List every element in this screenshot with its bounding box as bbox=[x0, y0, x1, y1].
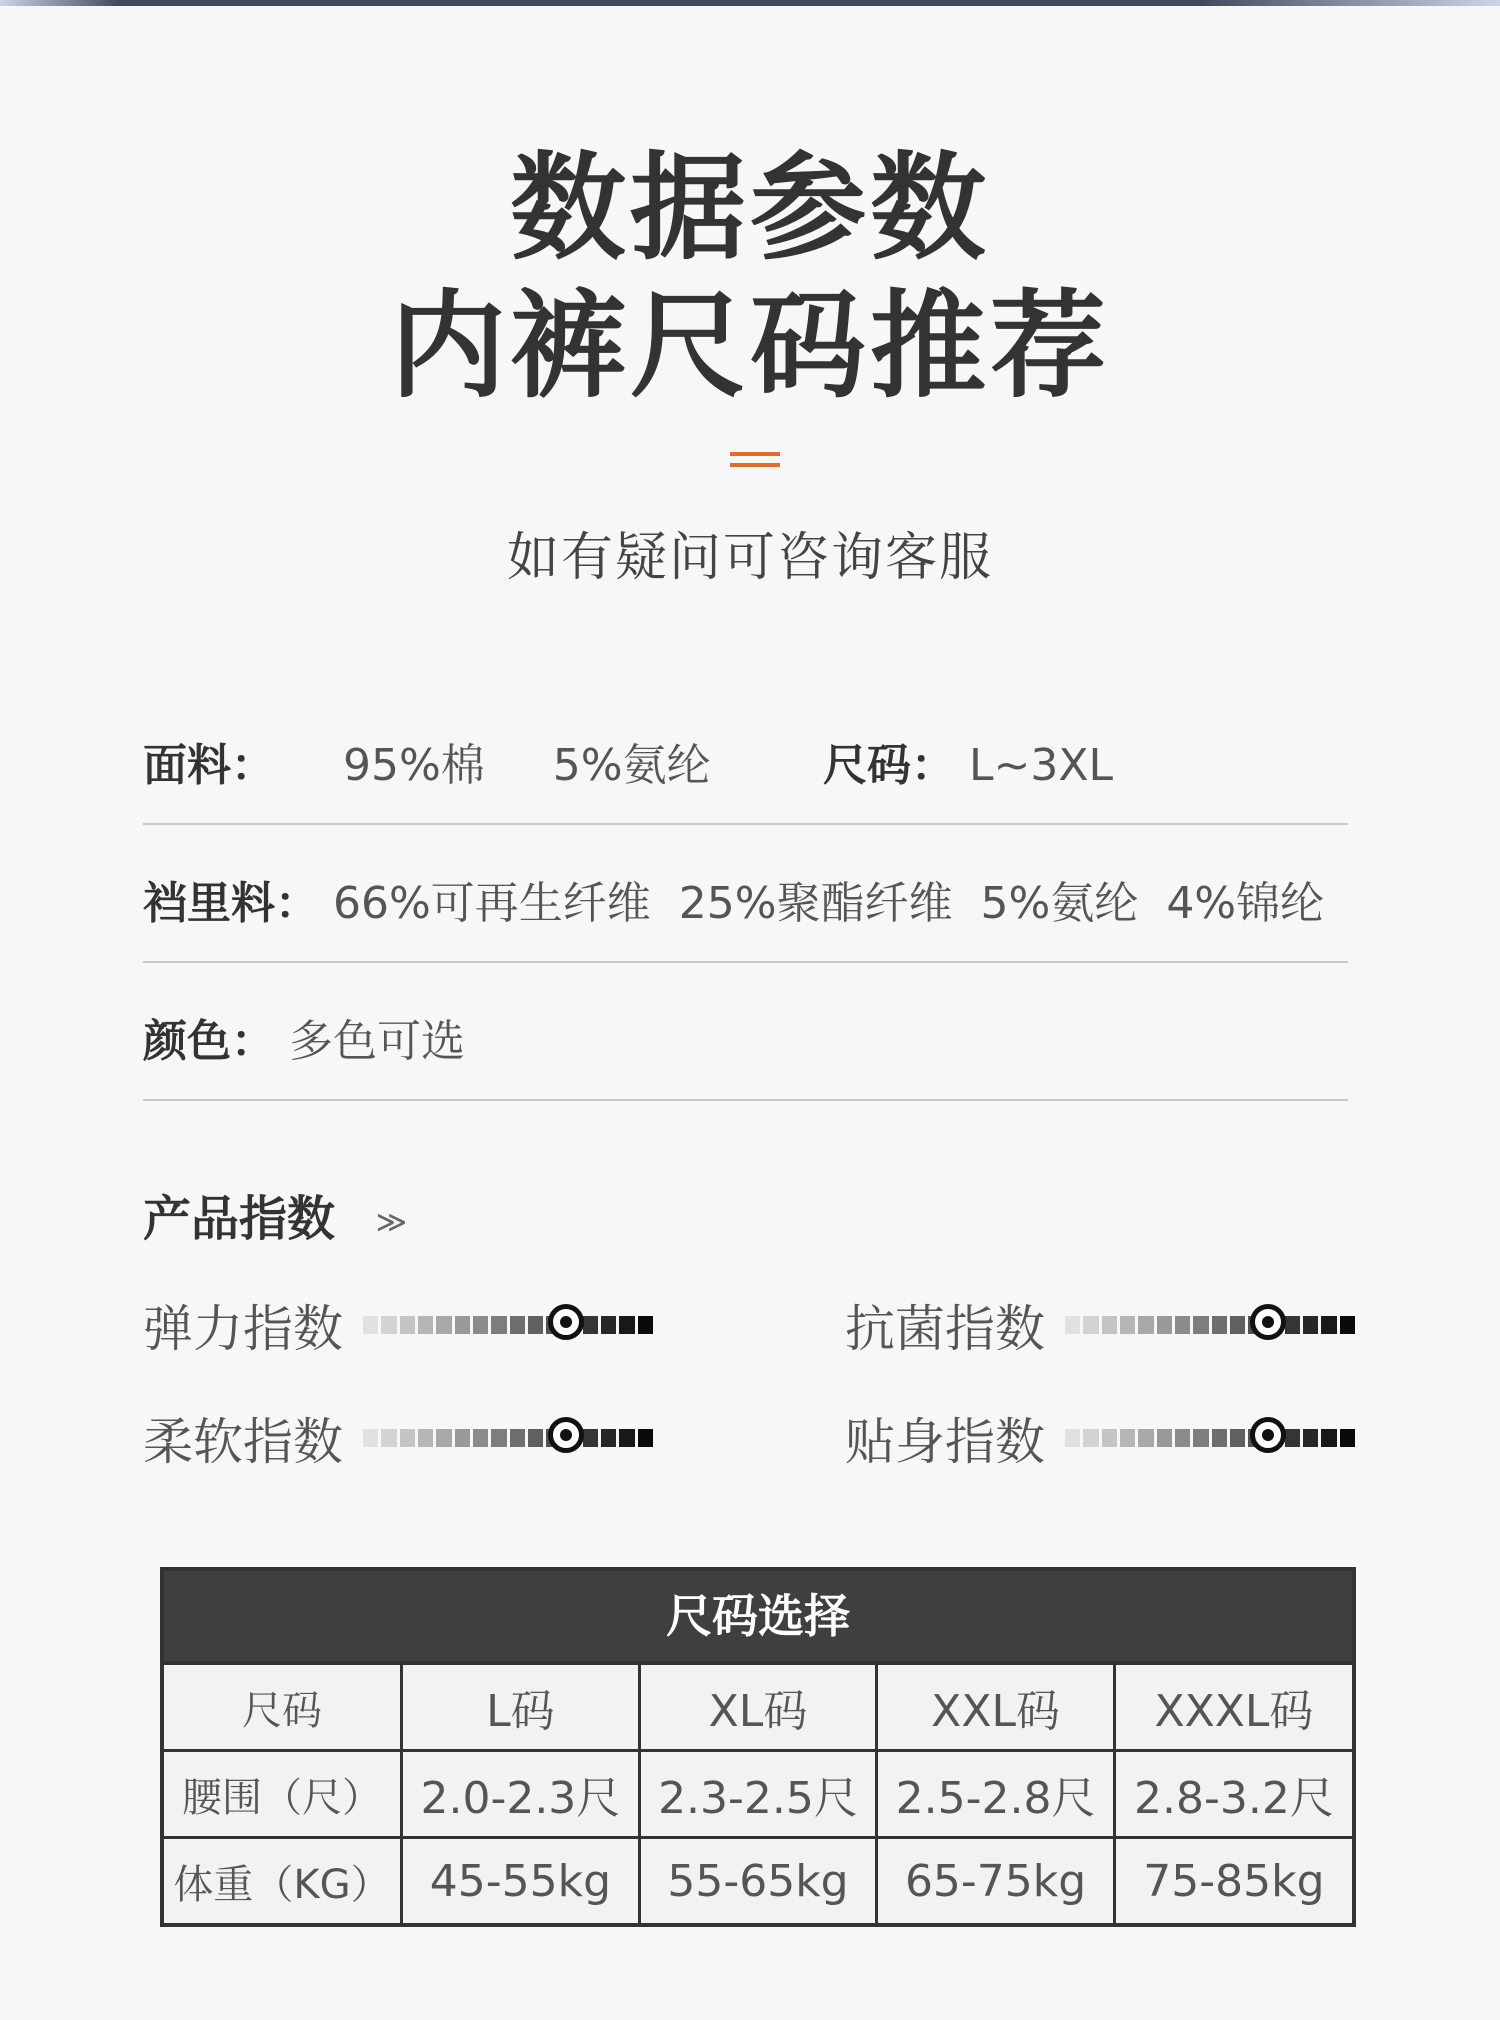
meter-segment bbox=[363, 1429, 378, 1447]
meter-segment bbox=[1285, 1429, 1300, 1447]
meter-track bbox=[363, 1316, 653, 1334]
meter-softness bbox=[143, 1408, 653, 1471]
subtitle: 如有疑问可咨询客服 bbox=[506, 528, 993, 588]
spec-row-fabric bbox=[143, 685, 1348, 825]
table-cell: 尺码 bbox=[164, 1665, 402, 1751]
meter-track bbox=[1065, 1316, 1355, 1334]
meter-segment bbox=[1175, 1316, 1190, 1334]
meter-segment bbox=[619, 1429, 634, 1447]
fabric-label: 面料： bbox=[143, 740, 275, 791]
meter-label: 柔软指数 bbox=[143, 1413, 343, 1471]
meter-segment bbox=[528, 1316, 543, 1334]
meter-segment bbox=[1321, 1429, 1336, 1447]
meter-segment bbox=[455, 1316, 470, 1334]
meter-label: 弹力指数 bbox=[143, 1300, 343, 1358]
table-cell: 2.0-2.3尺 bbox=[402, 1751, 640, 1838]
meter-segment bbox=[491, 1316, 506, 1334]
table-header-row bbox=[164, 1665, 1352, 1751]
spec-row-crotch bbox=[143, 823, 1348, 963]
double-chevron-down-icon: ≫ bbox=[375, 1204, 408, 1240]
spec-row-color bbox=[143, 961, 1348, 1101]
table-cell: XXL码 bbox=[877, 1665, 1115, 1751]
meter-segment bbox=[1230, 1316, 1245, 1334]
meter-segment bbox=[1303, 1429, 1318, 1447]
meter-segment bbox=[638, 1316, 653, 1334]
table-cell: 45-55kg bbox=[402, 1838, 640, 1924]
meter-segment bbox=[583, 1429, 598, 1447]
meter-label: 抗菌指数 bbox=[845, 1300, 1045, 1358]
meter-segment bbox=[1102, 1429, 1117, 1447]
meter-segment bbox=[1193, 1316, 1208, 1334]
meter-segment bbox=[1138, 1429, 1153, 1447]
meter-segment bbox=[583, 1316, 598, 1334]
meter-segment bbox=[363, 1316, 378, 1334]
meter-segment bbox=[491, 1429, 506, 1447]
table-cell: 2.8-3.2尺 bbox=[1114, 1751, 1352, 1838]
meter-track bbox=[1065, 1429, 1355, 1447]
meter-segment bbox=[473, 1316, 488, 1334]
meter-segment bbox=[619, 1316, 634, 1334]
meter-segment bbox=[1193, 1429, 1208, 1447]
meter-segment bbox=[1303, 1316, 1318, 1334]
crotch-value: 66%可再生纤维 25%聚酯纤维 5%氨纶 4%锦纶 bbox=[333, 878, 1325, 929]
table-cell: XXXL码 bbox=[1114, 1665, 1352, 1751]
meter-segment bbox=[436, 1429, 451, 1447]
meter-fit bbox=[845, 1408, 1355, 1471]
table-cell: 体重（KG） bbox=[164, 1838, 402, 1924]
meter-segment bbox=[436, 1316, 451, 1334]
fabric-value-spandex: 5%氨纶 bbox=[552, 740, 711, 791]
title-line-2: 内裤尺码推荐 bbox=[390, 279, 1110, 414]
size-value: L~3XL bbox=[969, 740, 1114, 791]
meter-segment bbox=[1340, 1316, 1355, 1334]
meter-segment bbox=[601, 1316, 616, 1334]
meter-elasticity bbox=[143, 1295, 653, 1358]
table-row bbox=[164, 1751, 1352, 1838]
table-cell: L码 bbox=[402, 1665, 640, 1751]
meter-segment bbox=[1065, 1429, 1080, 1447]
meter-segment bbox=[1157, 1316, 1172, 1334]
top-border bbox=[0, 0, 1500, 6]
meter-antibacterial bbox=[845, 1295, 1355, 1358]
meter-knob bbox=[1250, 1304, 1286, 1340]
meter-segment bbox=[1175, 1429, 1190, 1447]
meter-segment bbox=[510, 1316, 525, 1334]
table-cell: 55-65kg bbox=[639, 1838, 877, 1924]
meter-segment bbox=[1138, 1316, 1153, 1334]
product-index-title bbox=[143, 1180, 407, 1249]
meter-segment bbox=[381, 1429, 396, 1447]
meter-segment bbox=[1102, 1316, 1117, 1334]
meter-segment bbox=[1212, 1429, 1227, 1447]
meter-segment bbox=[455, 1429, 470, 1447]
color-label: 颜色： bbox=[143, 1016, 275, 1067]
product-index-label: 产品指数 bbox=[143, 1191, 336, 1247]
meter-segment bbox=[1340, 1429, 1355, 1447]
meter-segment bbox=[1120, 1316, 1135, 1334]
meter-knob bbox=[1250, 1417, 1286, 1453]
meter-segment bbox=[1120, 1429, 1135, 1447]
table-cell: 腰围（尺） bbox=[164, 1751, 402, 1838]
crotch-label: 裆里料： bbox=[143, 878, 319, 929]
meter-segment bbox=[418, 1316, 433, 1334]
title-line-1: 数据参数 bbox=[510, 141, 990, 276]
meter-segment bbox=[400, 1316, 415, 1334]
meter-segment bbox=[1157, 1429, 1172, 1447]
meter-segment bbox=[473, 1429, 488, 1447]
table-row bbox=[164, 1838, 1352, 1924]
meter-segment bbox=[601, 1429, 616, 1447]
table-cell: XL码 bbox=[639, 1665, 877, 1751]
meter-segment bbox=[1083, 1429, 1098, 1447]
meter-segment bbox=[418, 1429, 433, 1447]
meter-segment bbox=[1230, 1429, 1245, 1447]
meter-knob bbox=[548, 1304, 584, 1340]
color-value: 多色可选 bbox=[289, 1016, 465, 1067]
table-cell: 75-85kg bbox=[1114, 1838, 1352, 1924]
meter-label: 贴身指数 bbox=[845, 1413, 1045, 1471]
page-title bbox=[0, 140, 1500, 416]
size-table bbox=[160, 1567, 1356, 1927]
fabric-value-cotton: 95%棉 bbox=[343, 740, 485, 791]
table-cell: 2.5-2.8尺 bbox=[877, 1751, 1115, 1838]
table-cell: 2.3-2.5尺 bbox=[639, 1751, 877, 1838]
meter-segment bbox=[1083, 1316, 1098, 1334]
meter-segment bbox=[1212, 1316, 1227, 1334]
meter-segment bbox=[510, 1429, 525, 1447]
meter-segment bbox=[400, 1429, 415, 1447]
meter-segment bbox=[638, 1429, 653, 1447]
size-label: 尺码： bbox=[823, 740, 955, 791]
meter-knob bbox=[548, 1417, 584, 1453]
meter-segment bbox=[381, 1316, 396, 1334]
size-grid bbox=[164, 1665, 1352, 1923]
meter-segment bbox=[1065, 1316, 1080, 1334]
table-cell: 65-75kg bbox=[877, 1838, 1115, 1924]
meter-segment bbox=[1321, 1316, 1336, 1334]
size-table-title: 尺码选择 bbox=[164, 1571, 1352, 1665]
meter-track bbox=[363, 1429, 653, 1447]
accent-divider bbox=[730, 452, 780, 474]
meter-segment bbox=[1285, 1316, 1300, 1334]
meter-segment bbox=[528, 1429, 543, 1447]
